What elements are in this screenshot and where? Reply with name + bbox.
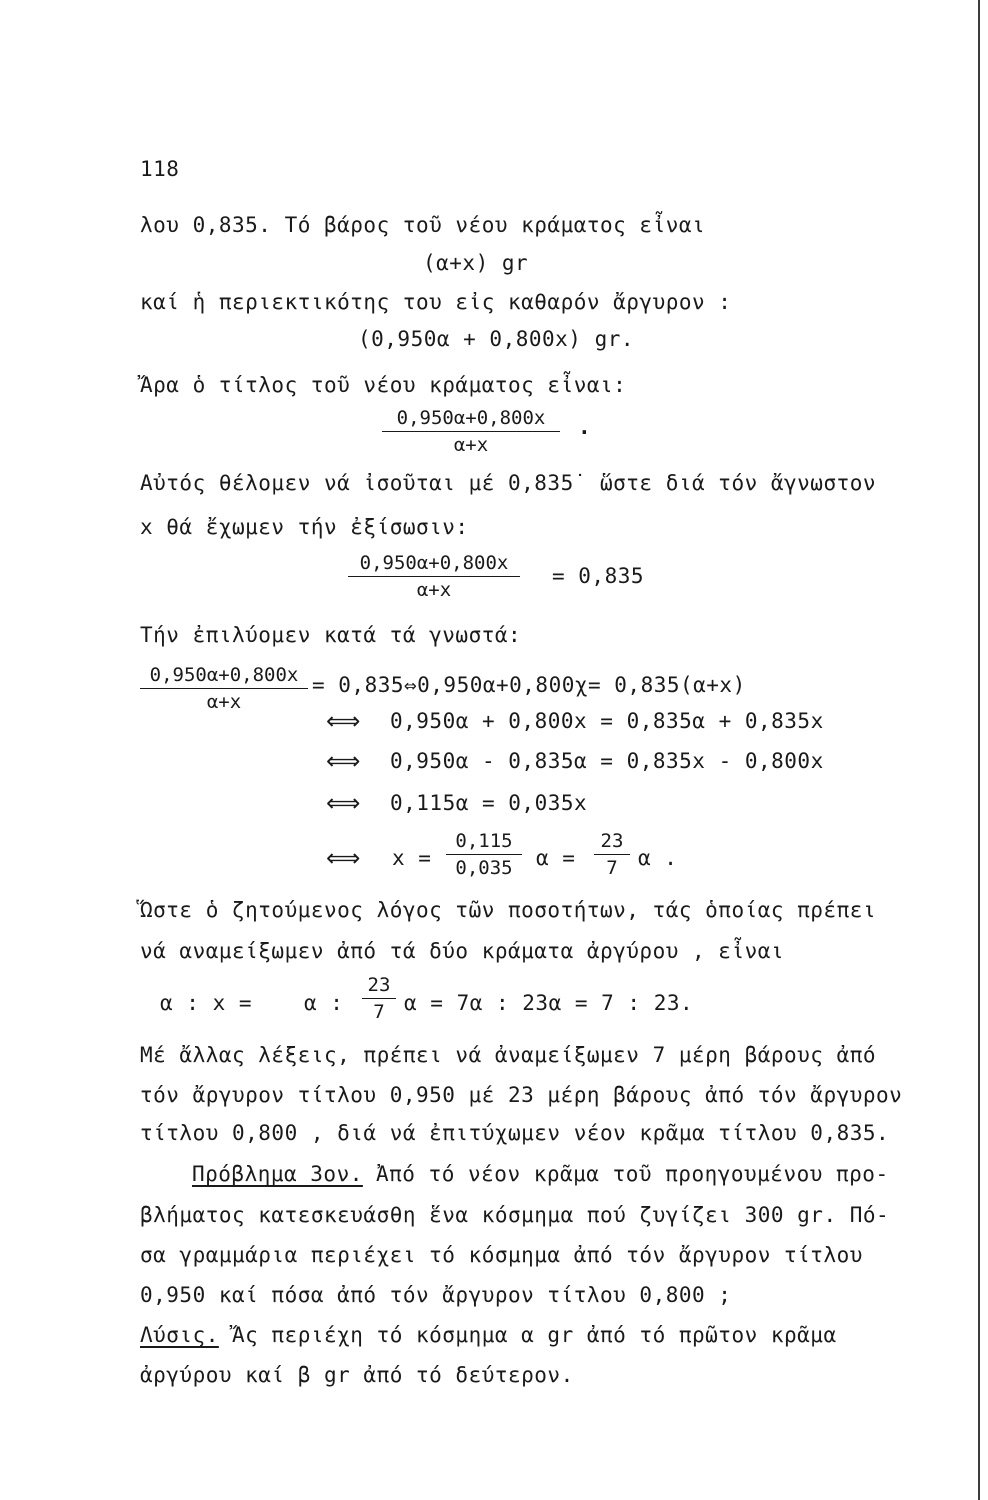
fraction-title [382,407,560,456]
solution-heading: Λύσις. [140,1323,219,1347]
fraction-numerator: 23 [594,830,630,855]
fraction-denominator: 7 [606,857,618,879]
equation-step: 0,115α = 0,035x [390,791,588,815]
problem-text: Ἀπό τό νέον κρᾶμα τοῦ προηγουμένου προ- [362,1162,889,1186]
fraction-numerator: 0,950α+0,800x [348,552,520,577]
fraction-seven [594,830,630,879]
page-edge [978,0,980,1500]
fraction-seven [362,974,396,1023]
equivalence-arrow-icon: ⟺ [326,707,361,735]
fraction-solve [140,664,308,713]
period: . [578,415,592,439]
equation-rhs: = 0,835⇔0,950α+0,800χ= 0,835(α+x) [312,673,746,697]
ratio-line: α : x = [160,991,253,1015]
ratio-line: α = 7α : 23α = 7 : 23. [404,991,694,1015]
fraction-equation [348,552,520,601]
fraction-ratio [446,830,522,879]
text-line: Ὥστε ὁ ζητούμενος λόγος τῶν ποσοτήτων, τάς ὁποίας πρέπει [140,898,877,922]
text-line [192,1161,889,1187]
equation-step: 0,950α - 0,835α = 0,835x - 0,800x [390,749,824,773]
equivalence-arrow-icon: ⟺ [326,844,361,872]
text-line: σα γραμμάρια περιέχει τό κόσμημα ἀπό τόν ἄργυρον τίτλου [140,1243,863,1267]
fraction-numerator: 23 [362,974,396,999]
fraction-denominator: 0,035 [455,857,513,879]
text-line: Ἄρα ὁ τίτλος τοῦ νέου κράματος εἶναι: [140,373,627,397]
page-number: 118 [140,157,180,181]
equation-rhs: = 0,835 [552,564,645,588]
text-line: Τήν ἐπιλύομεν κατά τά γνωστά: [140,623,522,647]
ratio-line: α : [304,991,344,1015]
fraction-numerator: 0,115 [446,830,522,855]
text-line: (0,950α + 0,800x) gr. [358,327,635,351]
fraction-denominator: 7 [373,1001,385,1023]
text-line: τίτλου 0,800 , διά νά ἐπιτύχωμεν νέον κρᾶμα τίτλου 0,835. [140,1121,890,1145]
solution-text: Ἄς περιέχη τό κόσμημα α gr ἀπό τό πρῶτον κρᾶμα [218,1323,837,1347]
text-line: x θά ἔχωμεν τήν ἐξίσωσιν: [140,515,469,539]
equation-step: x = [392,846,432,870]
equivalence-arrow-icon: ⟺ [326,789,361,817]
problem-heading: Πρόβλημα 3ον. [192,1162,363,1186]
text-line: καί ἡ περιεκτικότης του εἰς καθαρόν ἄργυρον : [140,290,732,314]
text-line: τόν ἄργυρον τίτλου 0,950 μέ 23 μέρη βάρους ἀπό τόν ἄργυρον [140,1083,903,1107]
text-line [140,1322,837,1348]
text-line: βλήματος κατεσκευάσθη ἕνα κόσμημα πού ζυγίζει 300 gr. Πό- [140,1203,890,1227]
fraction-numerator: 0,950α+0,800x [382,407,560,432]
equation-step: α . [638,846,678,870]
text-line: (α+x) gr [423,251,529,275]
fraction-denominator: α+x [206,691,242,713]
text-line: Μέ ἄλλας λέξεις, πρέπει νά ἀναμείξωμεν 7 μέρη βάρους ἀπό [140,1043,877,1067]
text-line: λου 0,835. Τό βάρος τοῦ νέου κράματος εἶναι [140,213,706,237]
text-line: 0,950 καί πόσα ἀπό τόν ἄργυρον τίτλου 0,800 ; [140,1283,732,1307]
equation-step: α = [536,846,576,870]
fraction-denominator: α+x [453,434,489,456]
equation-step: 0,950α + 0,800x = 0,835α + 0,835x [390,709,824,733]
equivalence-arrow-icon: ⟺ [326,747,361,775]
text-line: Αὐτός θέλομεν νά ἰσοῦται μέ 0,835˙ ὥστε διά τόν ἄγνωστον [140,471,877,495]
fraction-numerator: 0,950α+0,800x [140,664,308,689]
fraction-denominator: α+x [416,579,452,601]
text-line: νά αναμείξωμεν ἀπό τά δύο κράματα ἀργύρου , εἶναι [140,939,785,963]
text-line: ἀργύρου καί β gr ἀπό τό δεύτερον. [140,1363,574,1387]
